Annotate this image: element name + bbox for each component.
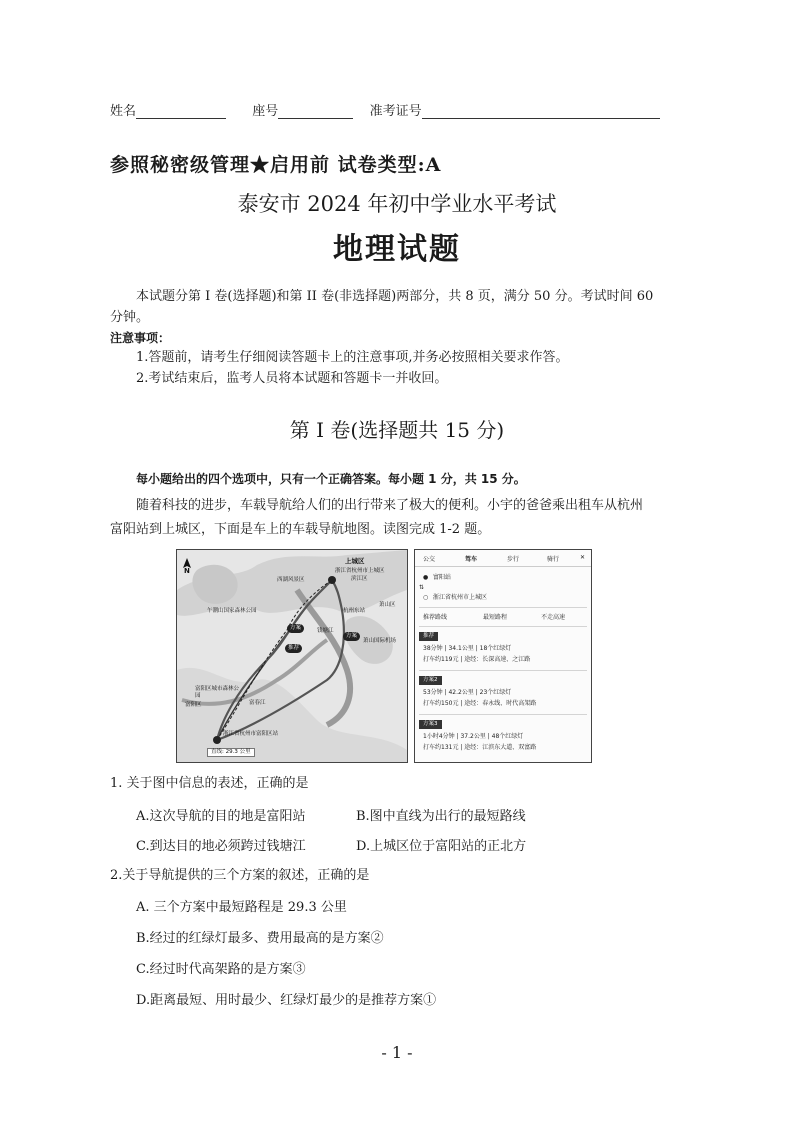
map-label-fuchun: 富春江 [249, 700, 266, 706]
tab-bike[interactable]: 骑行 [547, 556, 560, 563]
map-label-airport: 萧山国际机场 [363, 638, 397, 644]
mode-shortest[interactable]: 最短路程 [483, 614, 508, 621]
swap-icon[interactable]: ⇅ [419, 584, 425, 591]
section-title: 第 I 卷(选择题共 15 分) [289, 418, 505, 442]
navigation-panel [414, 549, 592, 763]
mode-recommend[interactable]: 推荐路线 [423, 614, 448, 621]
instruction-line: 每小题给出的四个选项中，只有一个正确答案。每小题 1 分，共 15 分。 [136, 472, 526, 486]
intro-paragraph: 本试题分第 I 卷(选择题)和第 II 卷(非选择题)两部分，共 8 页，满分 50 分。考试时间 60 分钟。 [110, 289, 654, 325]
map-label-destination: 浙江省杭州市上城区 [335, 568, 385, 574]
q2-option-b[interactable]: B.经过的红绿灯最多、费用最高的是方案② [136, 931, 384, 946]
tab-bus[interactable]: 公交 [423, 556, 436, 563]
route-marker-plan2[interactable]: 方案 [343, 632, 360, 641]
q1-option-c[interactable]: C.到达目的地必须跨过钱塘江 [136, 839, 306, 854]
plan-3-summary: 1小时4分钟 | 37.2公里 | 48个红绿灯 [423, 733, 524, 740]
map-label-hangzhou-east: 杭州东站 [343, 608, 366, 614]
tab-drive[interactable]: 驾车 [465, 556, 478, 563]
seat-label: 座号 [252, 104, 279, 119]
ticket-label: 准考证号 [369, 104, 422, 119]
map-label-shangcheng: 上城区 [345, 557, 365, 565]
map-label-fuyang-park: 富阳区城市森林公园 [195, 686, 240, 699]
to-dot-icon: ○ [423, 594, 429, 601]
plan-badge-2[interactable]: 方案2 [419, 676, 442, 685]
map-label-qiantang: 钱塘江 [317, 628, 334, 634]
subject-title: 地理试题 [333, 232, 461, 267]
secret-level-line: 参照秘密级管理★启用前 试卷类型:A [110, 154, 442, 176]
q1-option-b[interactable]: B.图中直线为出行的最短路线 [356, 809, 526, 824]
plan-badge-3[interactable]: 方案3 [419, 720, 442, 729]
candidate-info-line [110, 100, 660, 119]
q2-option-c[interactable]: C.经过时代高架路的是方案③ [136, 962, 306, 977]
tab-walk[interactable]: 步行 [507, 556, 520, 563]
plan-3-detail: 打车约131元 | 途经：江滨东大道、双富路 [423, 744, 537, 751]
name-blank[interactable] [136, 104, 226, 119]
plan-2-summary: 53分钟 | 42.2公里 | 23个红绿灯 [423, 689, 512, 696]
question-2-stem: 2.关于导航提供的三个方案的叙述，正确的是 [110, 868, 370, 883]
mode-no-highway[interactable]: 不走高速 [541, 614, 566, 621]
origin-field[interactable]: 富阳站 [433, 574, 452, 581]
map-label-xihu: 西湖风景区 [277, 577, 305, 583]
exam-title: 泰安市 2024 年初中学业水平考试 [237, 192, 557, 216]
map-label-fuyang-district: 富阳区 [185, 702, 202, 708]
question-1-stem: 1. 关于图中信息的表述，正确的是 [110, 776, 309, 791]
map-label-binjiang: 滨江区 [351, 576, 368, 582]
route-marker-plan3[interactable]: 方案 [287, 624, 304, 633]
map-label-wuyun-park: 午潮山国家森林公园 [207, 608, 257, 614]
plan-badge-1[interactable]: 推荐 [419, 632, 438, 641]
note-item-1: 1.答题前，请考生仔细阅读答题卡上的注意事项,并务必按照相关要求作答。 [136, 350, 569, 365]
seat-blank[interactable] [278, 104, 353, 119]
notes-label: 注意事项： [110, 331, 171, 345]
context-paragraph: 随着科技的进步，车载导航给人们的出行带来了极大的便利。小宇的爸爸乘出租车从杭州富阳站到上城区，下面是车上的车载导航地图。读图完成 1-2 题。 [110, 498, 644, 537]
map-label-xiaoshan: 萧山区 [379, 602, 396, 608]
plan-2-detail: 打车约150元 | 途经：春永线、时代高架路 [423, 700, 537, 707]
close-icon[interactable]: ✕ [580, 554, 586, 561]
q2-option-a[interactable]: A. 三个方案中最短路程是 29.3 公里 [136, 900, 347, 915]
ticket-blank[interactable] [422, 104, 660, 119]
north-arrow-label: N [184, 567, 190, 575]
straight-distance-box: 直线: 29.3 公里 [207, 748, 255, 757]
destination-field[interactable]: 浙江省杭州市上城区 [433, 594, 488, 601]
q1-option-d[interactable]: D.上城区位于富阳站的正北方 [356, 839, 527, 854]
q2-option-d[interactable]: D.距离最短、用时最少、红绿灯最少的是推荐方案① [136, 993, 437, 1008]
map-label-start: 浙江省杭州市富阳区站 [223, 731, 279, 737]
q1-option-a[interactable]: A.这次导航的目的地是富阳站 [136, 809, 306, 824]
page-number: - 1 - [381, 1043, 413, 1062]
plan-1-summary: 38分钟 | 34.1公里 | 18个红绿灯 [423, 645, 512, 652]
from-dot-icon: ● [423, 574, 429, 581]
note-item-2: 2.考试结束后，监考人员将本试题和答题卡一并收回。 [136, 371, 448, 386]
transport-tabs [415, 550, 591, 567]
name-label: 姓名 [110, 104, 137, 119]
plan-1-detail: 打车约119元 | 途经：长深高速、之江路 [423, 656, 531, 663]
route-marker-recommend[interactable]: 推荐 [285, 644, 302, 653]
navigation-map [176, 549, 408, 763]
